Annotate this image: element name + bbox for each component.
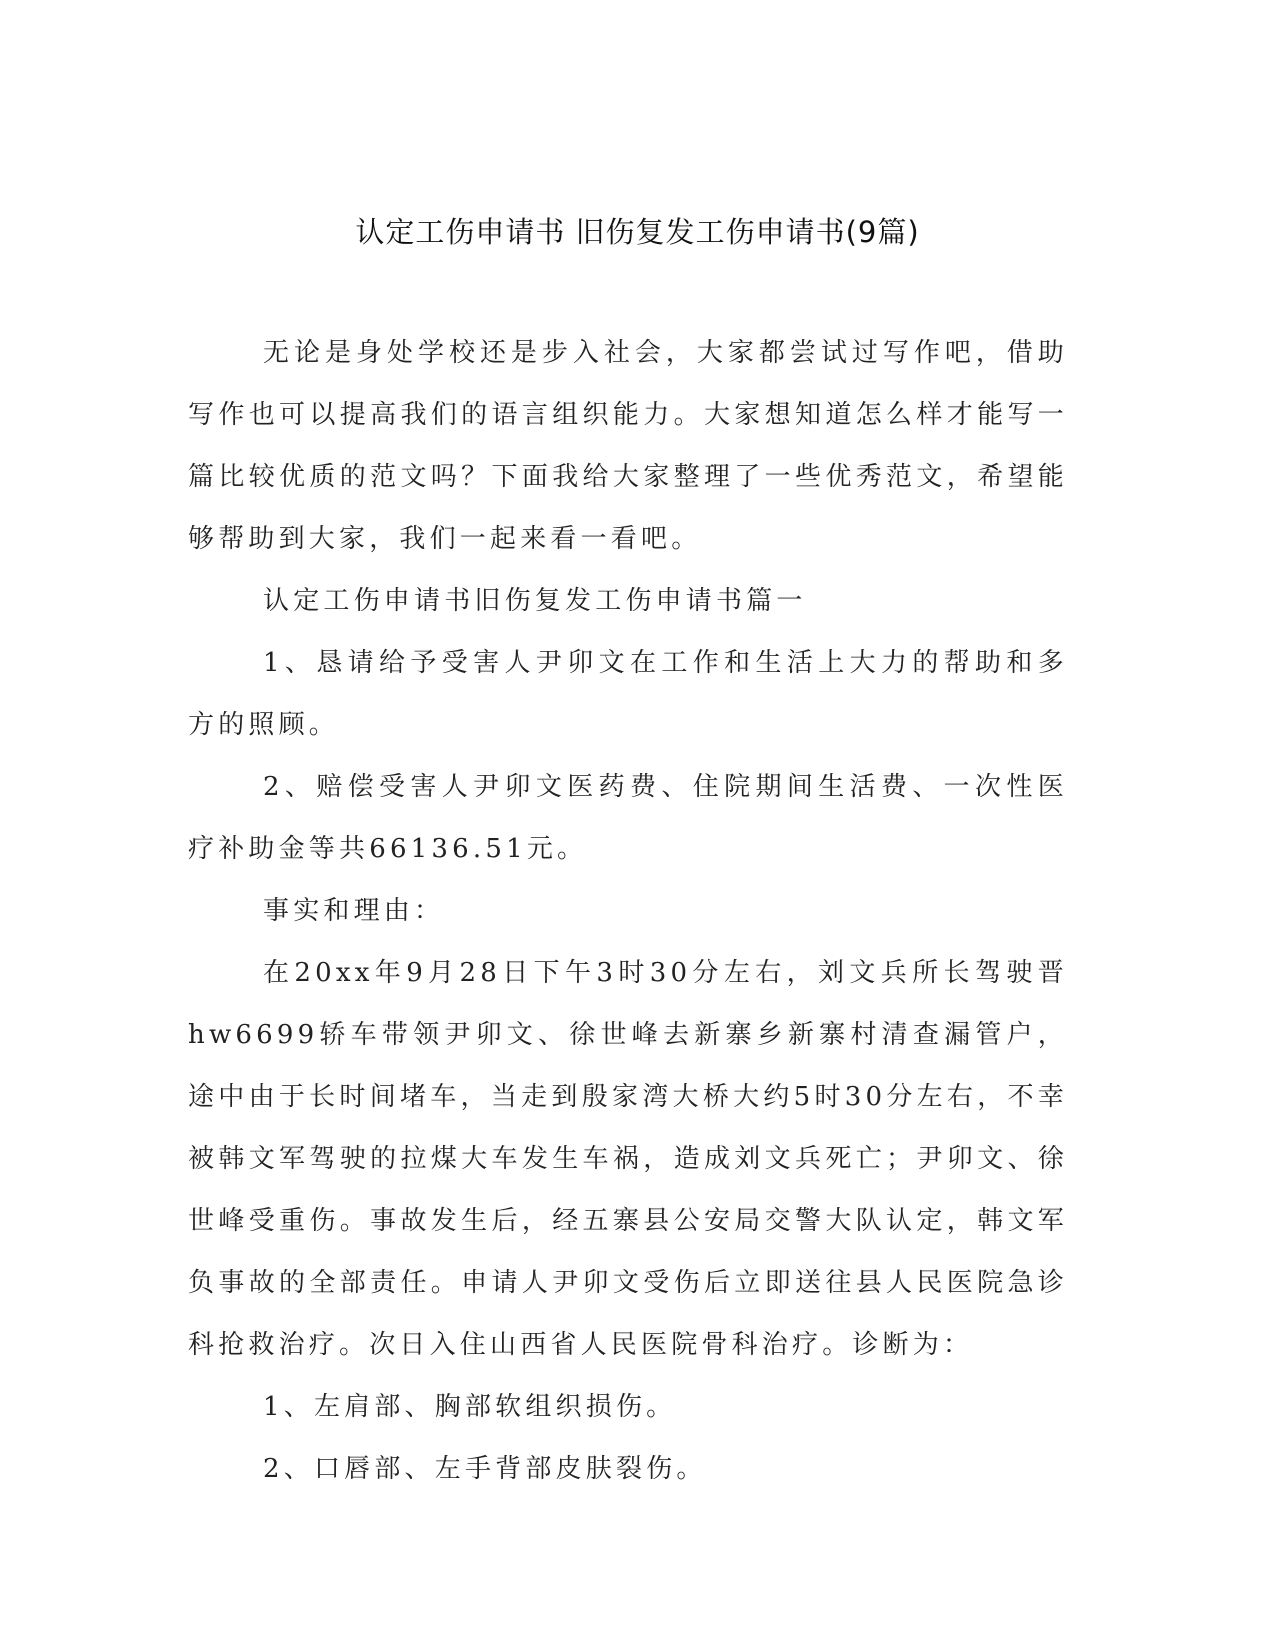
diagnosis-item-1: 1、左肩部、胸部软组织损伤。 (263, 1392, 677, 1422)
intro-paragraph: 无论是身处学校还是步入社会，大家都尝试过写作吧，借助写作也可以提高我们的语言组织能力。大家想知道怎么样才能写一篇比较优质的范文吗？下面我给大家整理了一些优秀范文，希望能够帮助到大家，我们一起来看一看吧。 (188, 338, 1068, 554)
facts-heading: 事实和理由： (263, 896, 445, 926)
request-item-1: 1、恳请给予受害人尹卯文在工作和生活上大力的帮助和多方的照顾。 (188, 648, 1068, 740)
document-title: 认定工伤申请书 旧伤复发工伤申请书(9篇) (355, 215, 920, 249)
request-item-2: 2、赔偿受害人尹卯文医药费、住院期间生活费、一次性医疗补助金等共66136.51元。 (188, 772, 1068, 864)
diagnosis-item-2: 2、口唇部、左手背部皮肤裂伤。 (263, 1454, 707, 1484)
facts-paragraph: 在20xx年9月28日下午3时30分左右，刘文兵所长驾驶晋hw6699轿车带领尹卯文、徐世峰去新寨乡新寨村清查漏管户，途中由于长时间堵车，当走到殷家湾大桥大约5时30分左右，不幸被韩文军驾驶的拉煤大车发生车祸，造成刘文兵死亡；尹卯文、徐世峰受重伤。事故发生后，经五寨县公安局交警大队认定，韩文军负事故的全部责任。申请人尹卯文受伤后立即送往县人民医院急诊科抢救治疗。次日入住山西省人民医院骨科治疗。诊断为： (188, 958, 1068, 1360)
section-heading: 认定工伤申请书旧伤复发工伤申请书篇一 (263, 586, 807, 616)
document-body (188, 322, 1068, 1500)
